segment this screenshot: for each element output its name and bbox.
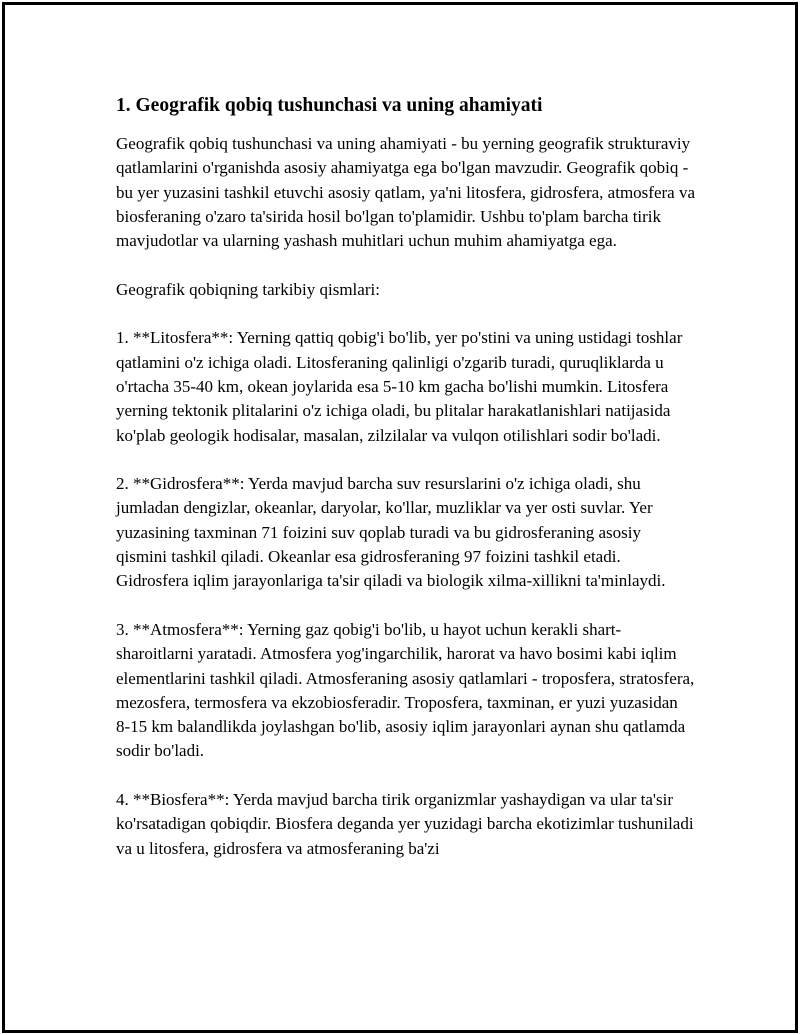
section-title: 1. Geografik qobiq tushunchasi va uning ahamiyati — [116, 95, 543, 116]
atmosfera-paragraph: 3. **Atmosfera**: Yerning gaz qobig'i bo'lib, u hayot uchun kerakli shart-sharoitlarni yaratadi. Atmosfera yog'ingarchilik, harorat va havo bosimi kabi iqlim elementlarini tashkil qiladi. Atmosferaning asosiy qatlamlari - troposfera, stratosfera, mezosfera, termosfera va ekzobiosferadir. Troposfera, taxminan, er yuzi yuzasidan 8-15 km balandlikda joylashgan bo'lib, asosiy iqlim jarayonlari aynan shu qatlamda sodir bo'ladi. — [116, 619, 695, 761]
intro-paragraph: Geografik qobiq tushunchasi va uning ahamiyati - bu yerning geografik strukturaviy qatlamlarini o'rganishda asosiy ahamiyatga ega bo'lgan mavzudir. Geografik qobiq - bu yer yuzasini tashkil etuvchi asosiy qatlam, ya'ni litosfera, gidrosfera, atmosfera va biosferaning o'zaro ta'sirida hosil bo'lgan to'plamidir. Ushbu to'plam barcha tirik mavjudotlar va ularning yashash muhitlari uchun muhim ahamiyatga ega. — [116, 134, 695, 251]
gidrosfera-paragraph: 2. **Gidrosfera**: Yerda mavjud barcha suv resurslarini o'z ichiga oladi, shu jumladan dengizlar, okeanlar, daryolar, ko'llar, muzliklar va yer osti suvlar. Yer yuzasining taxminan 71 foizini suv qoplab turadi va bu gidrosferaning asosiy qismini tashkil qiladi. Okeanlar esa gidrosferaning 97 foizini tashkil etadi. Gidrosfera iqlim jarayonlariga ta'sir qiladi va biologik xilma-xillikni ta'minlaydi. — [116, 474, 666, 591]
litosfera-paragraph: 1. **Litosfera**: Yerning qattiq qobig'i bo'lib, yer po'stini va uning ustidagi toshlar qatlamini o'z ichiga oladi. Litosferaning qalinligi o'zgarib turadi, quruqliklarda u o'rtacha 35-40 km, okean joylarida esa 5-10 km gacha bo'lishi mumkin. Litosfera yerning tektonik plitalarini o'z ichiga oladi, bu plitalar harakatlanishlari natijasida ko'plab geologik hodisalar, masalan, zilzilalar va vulqon otilishlari sodir bo'ladi. — [116, 328, 683, 445]
components-heading: Geografik qobiqning tarkibiy qismlari: — [116, 279, 380, 299]
biosfera-paragraph: 4. **Biosfera**: Yerda mavjud barcha tirik organizmlar yashaydigan va ular ta'sir ko'rsatadigan qobiqdir. Biosfera deganda yer yuzidagi barcha ekotizimlar tushuniladi va u litosfera, gidrosfera va atmosferaning ba'zi — [116, 790, 694, 858]
document-body — [116, 92, 696, 885]
